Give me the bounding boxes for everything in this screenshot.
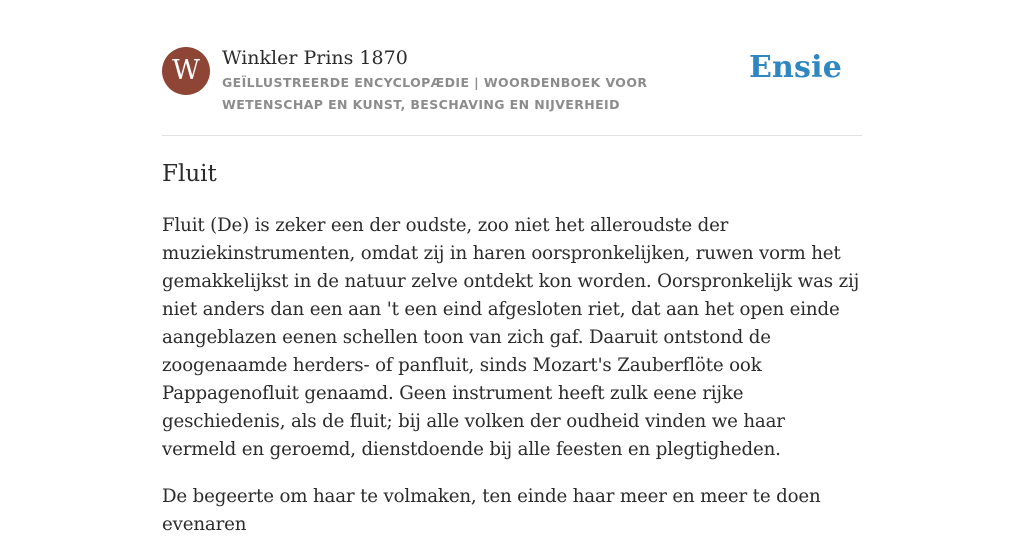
page bbox=[162, 0, 862, 535]
paragraph: Fluit (De) is zeker een der oudste, zoo niet het alleroudste der muziekinstrumenten, omdat zij in haren oorspronkelijken, ruwen vorm het gemakkelijkst in de natuur zelve ontdekt kon worden. Oorspronkelijk was zij niet anders dan een aan 't een eind afgesloten riet, dat aan het open einde aangeblazen eenen schellen toon van zich gaf. Daaruit ontstond de zoogenaamde herders- of panfluit, sinds Mozart's Zauberflöte ook Pappagenofluit genaamd. Geen instrument heeft zulk eene rijke geschiedenis, als de fluit; bij alle volken der oudheid vinden we haar vermeld en geroemd, dienstdoende bij alle feesten en plegtigheden. bbox=[162, 215, 860, 460]
avatar[interactable]: W bbox=[162, 47, 210, 95]
page-title: Fluit bbox=[162, 161, 217, 187]
source-subtitle: GEÏLLUSTREERDE ENCYCLOPÆDIE | WOORDENBOEK VOOR WETENSCHAP EN KUNST, BESCHAVING EN NIJVERHEID bbox=[222, 75, 648, 112]
paragraph: De begeerte om haar te volmaken, ten einde haar meer en meer te doen evenaren bbox=[162, 486, 821, 535]
source-header bbox=[162, 0, 862, 136]
source-title[interactable]: Winkler Prins 1870 bbox=[222, 47, 408, 69]
entry-body bbox=[162, 212, 862, 558]
brand-logo[interactable]: Ensie bbox=[748, 50, 842, 85]
